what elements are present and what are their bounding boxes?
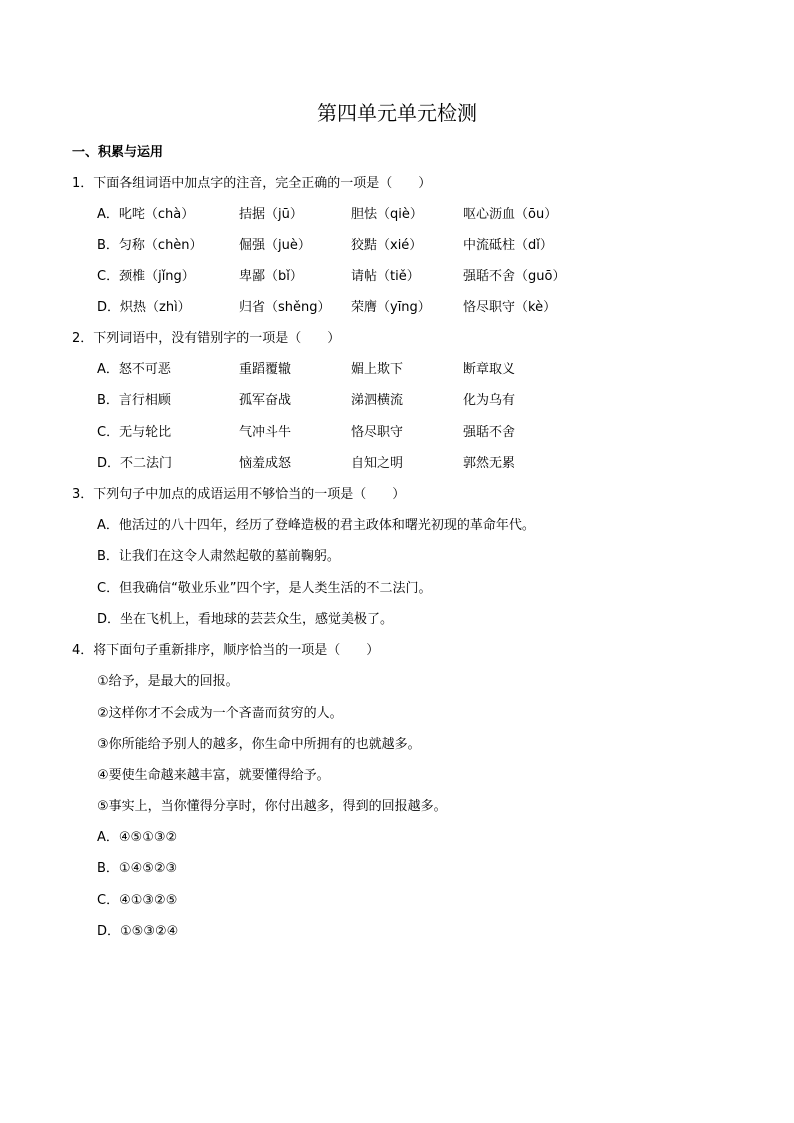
option-cell: 强聒不舍（guō） bbox=[463, 269, 566, 284]
option-cell: 恪尽职守 bbox=[351, 425, 404, 440]
option-cell: A．叱咤（chà） bbox=[97, 207, 195, 222]
option-cell: D．不二法门 bbox=[97, 456, 173, 471]
option-cell: B．言行相顾 bbox=[97, 393, 171, 408]
option-cell: 媚上欺下 bbox=[351, 362, 404, 377]
option-cell: 重蹈覆辙 bbox=[239, 362, 292, 377]
question-4-option-a: A．④⑤①③② bbox=[97, 830, 178, 845]
option-cell: 恼羞成怒 bbox=[239, 456, 292, 471]
option-cell: C．颈椎（jǐng） bbox=[97, 269, 195, 284]
option-cell: 郭然无累 bbox=[463, 456, 516, 471]
question-4-sentence-5: ⑤事实上，当你懂得分享时，你付出越多，得到的回报越多。 bbox=[97, 799, 447, 814]
question-4-sentence-1: ①给予，是最大的回报。 bbox=[97, 674, 239, 689]
option-cell: 呕心沥血（ōu） bbox=[463, 207, 558, 222]
option-cell: 恪尽职守（kè） bbox=[463, 300, 557, 315]
option-cell: 气冲斗牛 bbox=[239, 425, 292, 440]
option-cell: C．无与轮比 bbox=[97, 425, 172, 440]
question-4-sentence-4: ④要使生命越来越丰富，就要懂得给予。 bbox=[97, 768, 330, 783]
option-cell: 请帖（tiě） bbox=[351, 269, 420, 284]
option-cell: A．怒不可恶 bbox=[97, 362, 171, 377]
option-cell: 强聒不舍 bbox=[463, 425, 516, 440]
question-4-sentence-3: ③你所能给予别人的越多，你生命中所拥有的也就越多。 bbox=[97, 737, 421, 752]
section-heading: 一、积累与运用 bbox=[72, 145, 164, 160]
option-cell: 断章取义 bbox=[463, 362, 516, 377]
option-cell: 拮据（jū） bbox=[239, 207, 303, 222]
question-1-stem: 1．下面各组词语中加点字的注音，完全正确的一项是（ ） bbox=[72, 176, 432, 191]
question-3-option-c: C．但我确信“敬业乐业”四个字，是人类生活的不二法门。 bbox=[97, 581, 432, 596]
option-cell: 归省（shěng） bbox=[239, 300, 331, 315]
option-cell: 倔强（juè） bbox=[239, 238, 311, 253]
question-3-option-d: D．坐在飞机上，看地球的芸芸众生，感觉美极了。 bbox=[97, 612, 394, 627]
question-3-stem: 3．下列句子中加点的成语运用不够恰当的一项是（ ） bbox=[72, 487, 406, 502]
option-cell: 孤军奋战 bbox=[239, 393, 292, 408]
question-4-option-b: B．①④⑤②③ bbox=[97, 861, 178, 876]
option-cell: 卑鄙（bǐ） bbox=[239, 269, 303, 284]
option-cell: 化为乌有 bbox=[463, 393, 516, 408]
question-4-sentence-2: ②这样你才不会成为一个吝啬而贫穷的人。 bbox=[97, 706, 343, 721]
option-cell: 胆怯（qiè） bbox=[351, 207, 423, 222]
question-2-stem: 2．下列词语中，没有错别字的一项是（ ） bbox=[72, 331, 341, 346]
option-cell: B．匀称（chèn） bbox=[97, 238, 203, 253]
option-cell: 涕泗横流 bbox=[351, 393, 404, 408]
option-cell: 中流砥柱（dǐ） bbox=[463, 238, 553, 253]
option-cell: 荣膺（yīng） bbox=[351, 300, 431, 315]
option-cell: 狡黠（xié） bbox=[351, 238, 423, 253]
question-3-option-a: A．他活过的八十四年，经历了登峰造极的君主政体和曙光初现的革命年代。 bbox=[97, 518, 535, 533]
question-4-stem: 4．将下面句子重新排序，顺序恰当的一项是（ ） bbox=[72, 643, 380, 658]
question-4-option-d: D．①⑤③②④ bbox=[97, 924, 179, 939]
question-3-option-b: B．让我们在这令人肃然起敬的墓前鞠躬。 bbox=[97, 549, 340, 564]
option-cell: D．炽热（zhì） bbox=[97, 300, 191, 315]
page-title: 第四单元单元检测 bbox=[317, 101, 477, 125]
question-4-option-c: C．④①③②⑤ bbox=[97, 893, 178, 908]
option-cell: 自知之明 bbox=[351, 456, 404, 471]
